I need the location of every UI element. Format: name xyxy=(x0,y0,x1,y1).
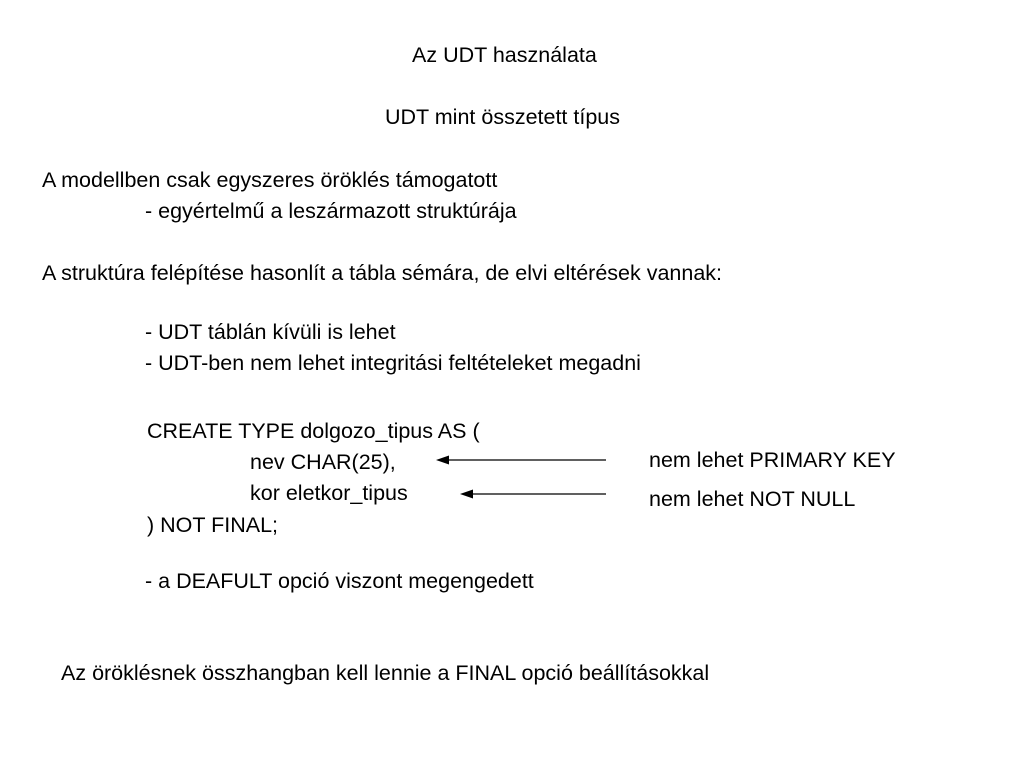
code-line-3: kor eletkor_tipus xyxy=(250,481,408,505)
annotation-primary-key: nem lehet PRIMARY KEY xyxy=(649,448,896,472)
default-note: - a DEAFULT opció viszont megengedett xyxy=(145,569,534,593)
annotation-not-null: nem lehet NOT NULL xyxy=(649,487,856,511)
inheritance-bullet: - egyértelmű a leszármazott struktúrája xyxy=(145,199,517,223)
footer-text: Az öröklésnek összhangban kell lennie a FINAL opció beállításokkal xyxy=(61,661,710,685)
slide-title: Az UDT használata xyxy=(412,43,597,67)
code-line-1: CREATE TYPE dolgozo_tipus AS ( xyxy=(147,419,480,443)
inheritance-text: A modellben csak egyszeres öröklés támogatott xyxy=(42,168,498,192)
slide-subtitle: UDT mint összetett típus xyxy=(385,105,620,129)
structure-bullet-2: - UDT-ben nem lehet integritási feltételeket megadni xyxy=(145,351,641,375)
structure-bullet-1: - UDT táblán kívüli is lehet xyxy=(145,320,396,344)
code-line-2: nev CHAR(25), xyxy=(250,450,396,474)
structure-text: A struktúra felépítése hasonlít a tábla sémára, de elvi eltérések vannak: xyxy=(42,261,723,285)
code-line-4: ) NOT FINAL; xyxy=(147,513,279,537)
